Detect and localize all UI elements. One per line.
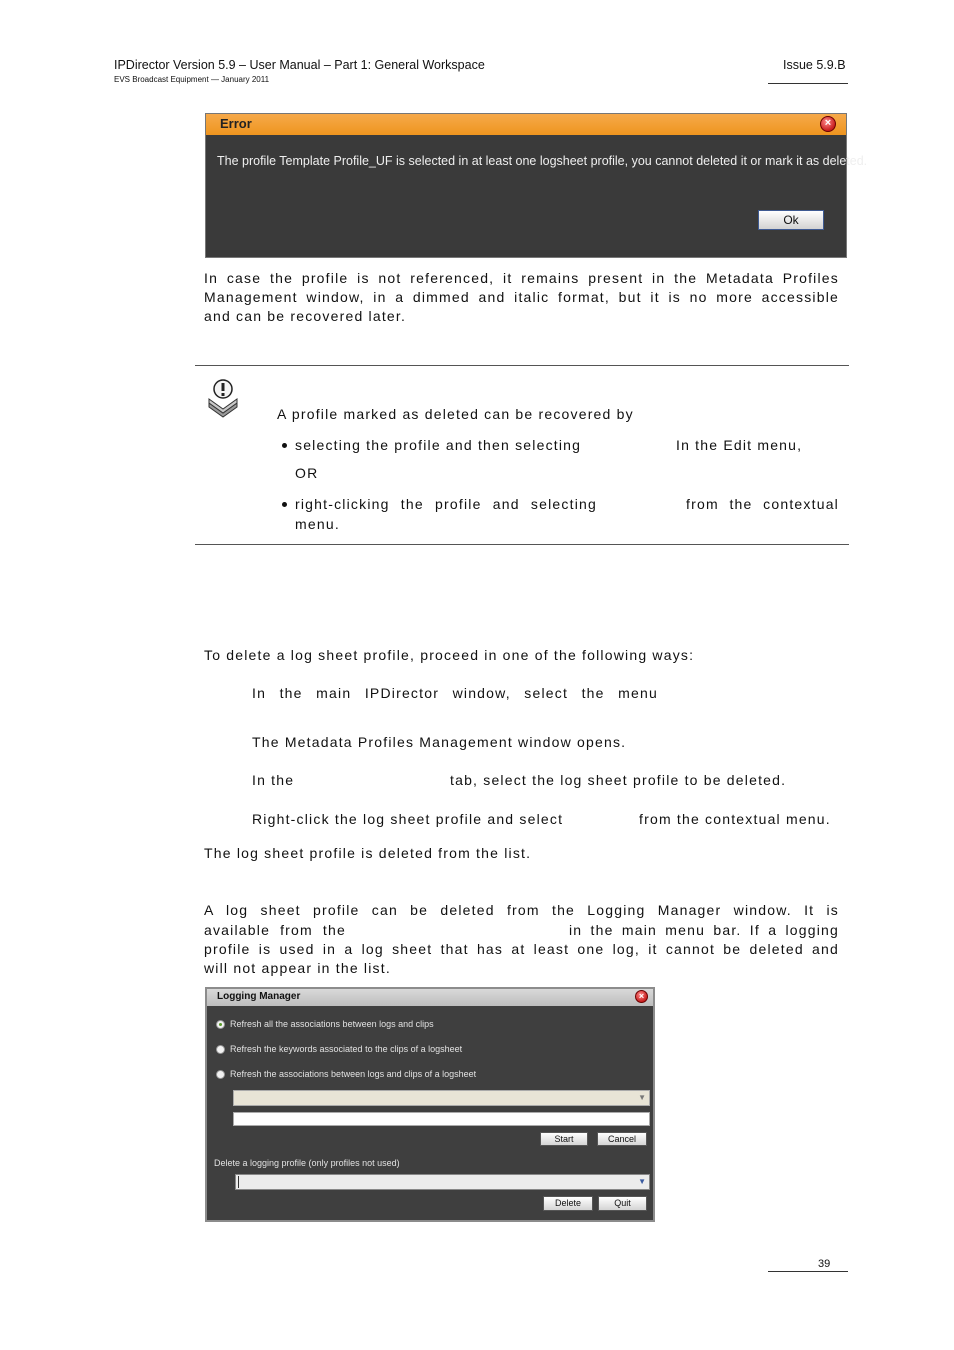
- step-1: In the main IPDirector window, select the menu: [252, 685, 658, 701]
- paragraph-line: in the main menu bar. If a logging: [569, 922, 839, 938]
- paragraph-line: and can be recovered later.: [204, 308, 407, 324]
- chevron-down-icon: ▼: [638, 1093, 646, 1102]
- page-number: 39: [818, 1258, 831, 1270]
- error-title: Error: [220, 116, 252, 131]
- text-cursor: [238, 1176, 239, 1188]
- ok-button[interactable]: Ok: [758, 210, 824, 230]
- note-bullet1-text-end: In the Edit menu,: [676, 437, 803, 453]
- radio-refresh-all-label: Refresh all the associations between logs and clips: [230, 1019, 434, 1029]
- error-titlebar: [206, 114, 846, 135]
- start-button[interactable]: Start: [540, 1132, 588, 1146]
- logsheet-dropdown[interactable]: [233, 1090, 650, 1106]
- note-or: OR: [295, 465, 319, 481]
- profile-dropdown[interactable]: [235, 1174, 650, 1190]
- cancel-button[interactable]: Cancel: [597, 1132, 647, 1146]
- issue-label: Issue 5.9.B: [783, 58, 846, 72]
- chevron-down-icon: ▼: [638, 1177, 646, 1186]
- close-icon[interactable]: ×: [635, 990, 648, 1003]
- delete-button[interactable]: Delete: [543, 1196, 593, 1211]
- paragraph-line: A log sheet profile can be deleted from the Logging Manager window. It is: [204, 902, 839, 918]
- error-dialog: [205, 113, 868, 258]
- step-2-start: In the: [252, 772, 295, 788]
- radio-refresh-keywords-label: Refresh the keywords associated to the clips of a logsheet: [230, 1044, 463, 1054]
- bullet: [282, 502, 287, 507]
- logging-manager-title: Logging Manager: [217, 991, 301, 1002]
- note-bullet1-text: selecting the profile and then selecting: [295, 437, 582, 453]
- error-message: The profile Template Profile_UF is selected in at least one logsheet profile, you cannot deleted it or mark it as deleted.: [217, 154, 868, 168]
- close-icon[interactable]: ×: [820, 116, 836, 132]
- procedure-result: The log sheet profile is deleted from the list.: [204, 845, 532, 861]
- paragraph-line: profile is used in a log sheet that has at least one log, it cannot be deleted and: [204, 941, 839, 957]
- footer-divider: [768, 1271, 848, 1272]
- logging-manager-window: [205, 987, 655, 1222]
- radio-refresh-keywords[interactable]: [216, 1045, 225, 1054]
- logging-manager-titlebar: [207, 989, 653, 1006]
- radio-refresh-logsheet-label: Refresh the associations between logs and clips of a logsheet: [230, 1069, 477, 1079]
- note-icon: [206, 377, 240, 419]
- step-2-end: tab, select the log sheet profile to be deleted.: [450, 772, 787, 788]
- document-title: IPDirector Version 5.9 – User Manual – Part 1: General Workspace: [114, 58, 485, 72]
- paragraph-line: will not appear in the list.: [204, 960, 391, 976]
- paragraph-line: In case the profile is not referenced, it remains present in the Metadata Profiles: [204, 270, 839, 286]
- step-1-result: The Metadata Profiles Management window opens.: [252, 734, 627, 750]
- procedure-intro: To delete a log sheet profile, proceed in one of the following ways:: [204, 647, 695, 663]
- delete-profile-label: Delete a logging profile (only profiles not used): [214, 1158, 400, 1168]
- radio-refresh-logsheet[interactable]: [216, 1070, 225, 1079]
- bullet: [282, 443, 287, 448]
- header-divider: [768, 83, 848, 84]
- note-top-rule: [195, 365, 849, 366]
- quit-button[interactable]: Quit: [598, 1196, 647, 1211]
- note-bottom-rule: [195, 544, 849, 545]
- note-bullet2-text-cont: menu.: [295, 516, 340, 532]
- note-intro: A profile marked as deleted can be recovered by: [277, 406, 634, 422]
- note-bullet2-text-end: from the contextual: [686, 496, 839, 512]
- document-subtitle: EVS Broadcast Equipment — January 2011: [114, 75, 270, 84]
- progress-field: [233, 1112, 650, 1126]
- paragraph-line: Management window, in a dimmed and italic format, but it is no more accessible: [204, 289, 839, 305]
- step-3-end: from the contextual menu.: [639, 811, 831, 827]
- step-3-start: Right-click the log sheet profile and select: [252, 811, 564, 827]
- paragraph-line: available from the: [204, 922, 346, 938]
- note-bullet2-text: right-clicking the profile and selecting: [295, 496, 597, 512]
- radio-refresh-all[interactable]: [216, 1020, 225, 1029]
